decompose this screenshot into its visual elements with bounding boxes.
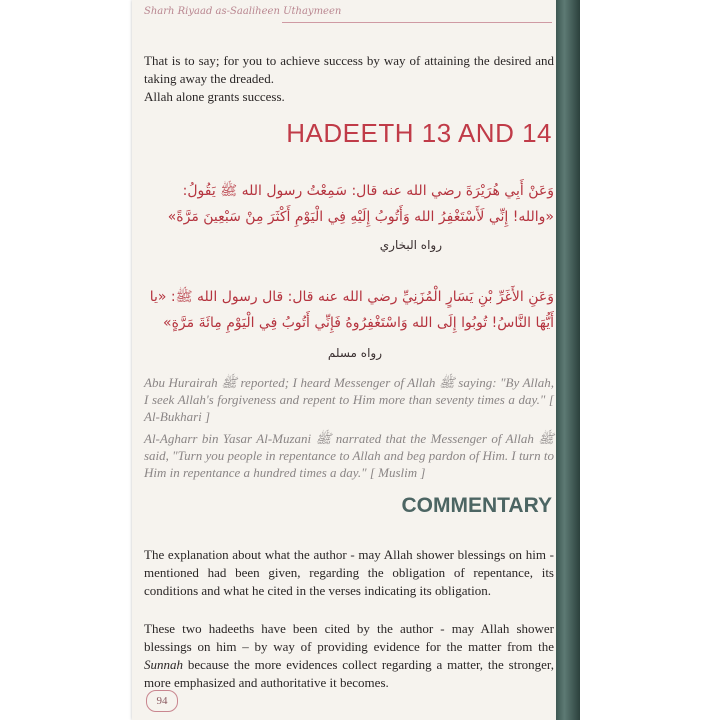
intro-paragraph: That is to say; for you to achieve success by way of attaining the desired and taking away the dreaded. [144,53,554,86]
translation-hadeeth-2: Al-Agharr bin Yasar Al-Muzani ﷺ narrated that the Messenger of Allah ﷺ said, "Turn you people in repentance to Allah and beg pardon of Him. I turn to Him in repentance a hundred times a day." [ Muslim ] [144,431,554,480]
book-page [132,0,560,720]
arabic-source-2: رواه مسلم [327,346,382,360]
header-rule [282,22,552,23]
book-spine [556,0,580,720]
running-head: Sharh Riyaad as-Saaliheen Uthaymeen [144,6,342,17]
commentary-heading: COMMENTARY [401,494,552,517]
page-number: 94 [146,690,178,712]
hadeeth-heading: HADEETH 13 AND 14 [286,118,552,148]
arabic-hadeeth-2: وَعَنِ الأَغَرِّ بْنِ يَسَارٍ الْمُزَنِيِّ رضي الله عنه قال: قال رسول الله ﷺ: «يا أَيُّهَا النَّاسُ! تُوبُوا إِلَى الله وَاسْتَغْفِرُوهُ فَإِنِّي أَتُوبُ فِي الْيَوْمِ مِائَةَ مَرَّةٍ» [149,289,554,331]
arabic-source-1: رواه البخاري [379,238,442,252]
commentary-paragraph-1: The explanation about what the author - may Allah shower blessings on him - mentioned had been given, regarding the obligation of repentance, its conditions and what he cited in the verses indicating its obligation. [144,547,554,598]
commentary-text-end: because the more evidences collect regarding a matter, the stronger, more emphasized and authoritative it becomes. [144,657,554,690]
intro-closing-line: Allah alone grants success. [144,89,285,104]
arabic-hadeeth-1: وَعَنْ أَبِي هُرَيْرَةَ رضي الله عنه قال: سَمِعْتُ رسول الله ﷺ يَقُولُ: «والله! إِنِّي لَأَسْتَغْفِرُ الله وَأَتُوبُ إِلَيْهِ فِي الْيَوْمِ أَكْثَرَ مِنْ سَبْعِينَ مَرَّةً» [167,183,554,225]
translation-hadeeth-1: Abu Hurairah ﷺ reported; I heard Messenger of Allah ﷺ saying: "By Allah, I seek Allah's forgiveness and repent to Him more than seventy times a day." [ Al-Bukhari ] [144,375,555,424]
commentary-text-start: These two hadeeths have been cited by the author - may Allah shower blessings on him – by way of providing evidence for the matter from the [144,621,554,654]
sunnah-emphasis: Sunnah [144,657,183,672]
commentary-paragraph-2 [144,620,554,692]
